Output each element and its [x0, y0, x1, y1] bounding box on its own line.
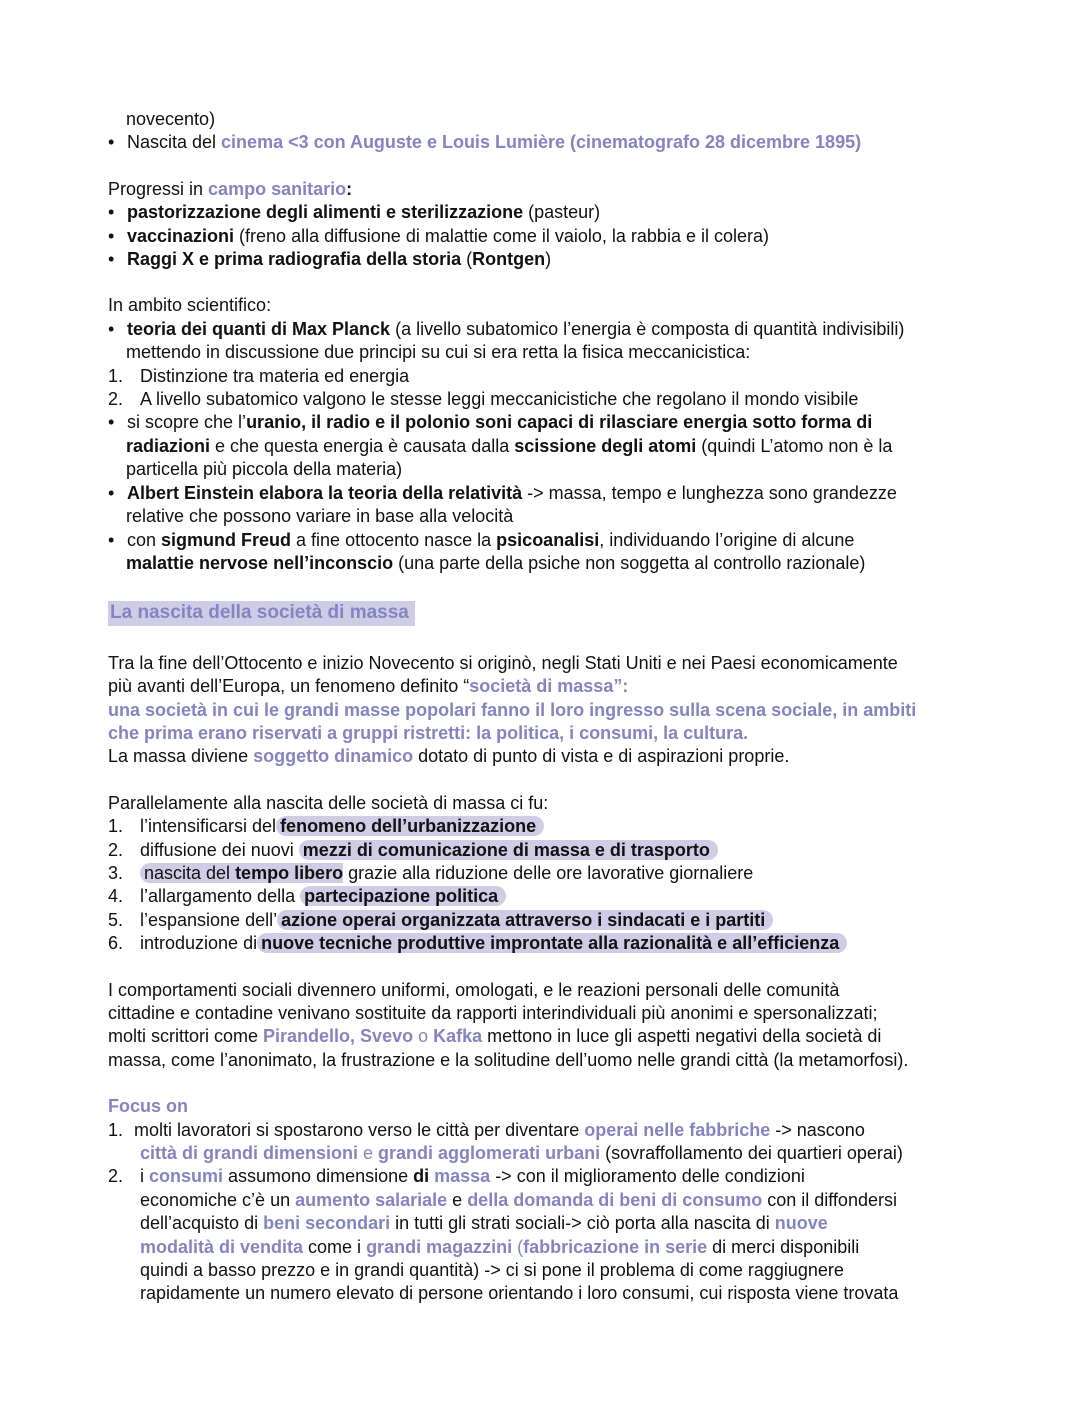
text-line: [108, 294, 972, 317]
text: diffusione dei nuovi: [140, 839, 299, 860]
text: cittadine e contadine venivano sostituite da rapporti interindividuali più anonimi e spersonalizzati;: [108, 1003, 878, 1023]
text: molti scrittori come: [108, 1026, 264, 1047]
text: (una parte della psiche non soggetta al controllo razionale): [393, 552, 866, 573]
numbered-item: [108, 862, 972, 885]
text: vaccinazioni: [127, 225, 235, 246]
bullet-item: [108, 411, 972, 434]
marker-highlight: azione operai organizzata attraverso i sindacati e i partiti: [277, 910, 773, 930]
text-line: [108, 1002, 972, 1025]
marker-highlight: fenomeno dell’urbanizzazione: [276, 816, 544, 836]
list-number: 6.: [108, 933, 124, 954]
highlight-text: soggetto dinamico: [253, 746, 414, 767]
text: (: [461, 249, 473, 270]
text: si scopre che l’: [127, 412, 247, 433]
text: teoria dei quanti di Max Planck: [127, 318, 391, 339]
text: o: [413, 1026, 434, 1047]
text: e: [358, 1143, 379, 1164]
bullet-item: [108, 225, 972, 248]
highlight-text: che prima erano riservati a gruppi ristretti: la politica, i consumi, la cultura.: [108, 722, 749, 743]
text-line: [108, 178, 972, 201]
text: -> con il miglioramento delle condizioni: [490, 1166, 805, 1187]
marker-highlight: partecipazione politica: [300, 886, 506, 906]
marker-highlight: nuove tecniche produttive improntate alla razionalità e all’efficienza: [257, 933, 847, 953]
numbered-item: [108, 388, 972, 411]
text-line: [108, 1049, 972, 1072]
text-line: [108, 745, 972, 768]
text: :: [346, 178, 353, 199]
highlight-text: città di grandi dimensioni: [140, 1143, 359, 1164]
text: -> massa, tempo e lunghezza sono grandezze: [522, 482, 897, 503]
text-line: [108, 792, 972, 815]
text-line: [108, 108, 972, 131]
text-line: [108, 652, 972, 675]
text: assumono dimensione: [223, 1166, 414, 1187]
text: con il diffondersi: [762, 1189, 897, 1210]
text: A livello subatomico valgono le stesse leggi meccanicistiche che regolano il mondo visibile: [140, 389, 859, 410]
text: (sovraffollamento dei quartieri operai): [600, 1143, 903, 1164]
highlight-text: società di massa”:: [469, 676, 629, 697]
highlight-text: consumi: [149, 1166, 224, 1187]
text: scissione degli atomi: [514, 435, 697, 456]
bullet-item: [108, 482, 972, 505]
bullet-icon: •: [108, 318, 115, 339]
text: nascita del: [144, 862, 236, 883]
text-line: [108, 1282, 972, 1305]
text: i: [140, 1166, 149, 1187]
text: malattie nervose nell’inconscio: [126, 552, 394, 573]
text: , individuando l’origine di alcune: [599, 529, 855, 550]
text: (freno alla diffusione di malattie come il vaiolo, la rabbia e il colera): [234, 225, 769, 246]
highlight-text: fabbricazione in serie: [523, 1236, 708, 1257]
numbered-item: [108, 1165, 972, 1188]
text: In ambito scientifico:: [108, 295, 272, 316]
text: radiazioni: [126, 435, 211, 456]
bullet-icon: •: [108, 225, 115, 246]
highlight-text: Kafka: [433, 1026, 483, 1047]
text: dotato di punto di vista e di aspirazioni proprie.: [413, 746, 790, 767]
highlight-text: aumento salariale: [295, 1189, 448, 1210]
bullet-icon: •: [108, 249, 115, 270]
list-number: 3.: [108, 862, 124, 883]
text: Raggi X e prima radiografia della storia: [127, 249, 462, 270]
text: (a livello subatomico l’energia è composta di quantità indivisibili): [390, 318, 905, 339]
text: La massa diviene: [108, 746, 254, 767]
text: pastorizzazione degli alimenti e sterilizzazione: [127, 202, 524, 223]
text: Distinzione tra materia ed energia: [140, 365, 410, 386]
text: sigmund Freud: [161, 529, 292, 550]
bullet-item: [108, 529, 972, 552]
text: l’espansione dell’: [140, 909, 278, 930]
text: (: [512, 1236, 524, 1257]
text: di merci disponibili: [707, 1236, 860, 1257]
text: (pasteur): [523, 202, 601, 223]
text: -> nascono: [770, 1119, 865, 1140]
text: ): [545, 249, 552, 270]
section-title: La nascita della società di massa: [108, 601, 415, 625]
text: economiche c’è un: [140, 1189, 296, 1210]
text-line: [108, 1259, 972, 1282]
text-line: [108, 1189, 972, 1212]
numbered-item: [108, 885, 972, 908]
marker-highlight: tempo libero: [235, 862, 344, 883]
bullet-icon: •: [108, 202, 115, 223]
list-number: 1.: [108, 816, 124, 837]
highlight-text: Pirandello, Svevo: [263, 1026, 414, 1047]
numbered-item: [108, 1119, 972, 1142]
highlight-text: cinema <3 con Auguste e Louis Lumière (cinematografo 28 dicembre 1895): [221, 132, 862, 153]
text: grazie alla riduzione delle ore lavorative giornaliere: [343, 862, 754, 883]
text: Rontgen: [472, 249, 546, 270]
bullet-icon: •: [108, 482, 115, 503]
text: l’intensificarsi del: [140, 816, 277, 837]
highlight-text: grandi agglomerati urbani: [378, 1143, 601, 1164]
text-line: [108, 699, 972, 722]
numbered-item: [108, 365, 972, 388]
text-line: [108, 979, 972, 1002]
text: l’allargamento della: [140, 886, 301, 907]
text: novecento): [126, 109, 216, 129]
list-number: 4.: [108, 886, 124, 907]
text: molti lavoratori si spostarono verso le città per diventare: [134, 1119, 585, 1140]
text-line: [108, 1212, 972, 1235]
numbered-item: [108, 932, 972, 955]
bullet-icon: •: [108, 412, 115, 433]
text: dell’acquisto di: [140, 1213, 264, 1234]
text: Albert Einstein elabora la teoria della relatività: [127, 482, 523, 503]
text: Nascita del: [127, 132, 222, 153]
text: uranio, il radio e il polonio soni capaci di rilasciare energia sotto forma di: [246, 412, 873, 433]
text: rapidamente un numero elevato di persone orientando i loro consumi, cui risposta viene trovata: [140, 1283, 899, 1304]
highlight-text: nuove: [774, 1213, 828, 1234]
text: più avanti dell’Europa, un fenomeno definito “: [108, 676, 470, 697]
highlight-text: beni secondari: [263, 1213, 391, 1234]
list-number: 2.: [108, 389, 124, 410]
highlight-text: campo sanitario: [208, 178, 347, 199]
list-number: 2.: [108, 839, 124, 860]
text-line: [108, 341, 972, 364]
text: massa, come l’anonimato, la frustrazione e la solitudine dell’uomo nelle grandi città (la metamorfosi).: [108, 1049, 909, 1070]
bullet-icon: •: [108, 529, 115, 550]
text: con: [127, 529, 162, 550]
list-number: 1.: [108, 365, 124, 386]
numbered-item: [108, 909, 972, 932]
text-line: [108, 505, 972, 528]
text: Parallelamente alla nascita delle società di massa ci fu:: [108, 792, 549, 813]
text: (quindi L’atomo non è la: [696, 435, 893, 456]
text: mettono in luce gli aspetti negativi della società di: [482, 1026, 882, 1047]
highlight-text: grandi magazzini: [366, 1236, 513, 1257]
marker-highlight: mezzi di comunicazione di massa e di trasporto: [299, 840, 718, 860]
text: a fine ottocento nasce la: [291, 529, 497, 550]
focus-title: [108, 1095, 972, 1118]
section-heading: [108, 601, 972, 625]
highlight-text: una società in cui le grandi masse popolari fanno il loro ingresso sulla scena sociale, in ambiti: [108, 699, 917, 720]
text: come i: [303, 1236, 367, 1257]
text-line: [108, 435, 972, 458]
text: mettendo in discussione due principi su cui si era retta la fisica meccanicistica:: [126, 342, 751, 363]
text: relative che possono variare in base alla velocità: [126, 506, 514, 527]
text: Tra la fine dell’Ottocento e inizio Novecento si originò, negli Stati Uniti e nei Paesi economicamente: [108, 652, 898, 673]
list-number: 1.: [108, 1119, 124, 1140]
text-line: [108, 1025, 972, 1048]
text: psicoanalisi: [496, 529, 600, 550]
highlight-text: massa: [429, 1166, 491, 1187]
text: particella più piccola della materia): [126, 459, 403, 480]
bullet-item: [108, 248, 972, 271]
text-line: [108, 552, 972, 575]
numbered-item: [108, 839, 972, 862]
text: in tutti gli strati sociali-> ciò porta alla nascita di: [390, 1213, 775, 1234]
highlight-text: modalità di vendita: [140, 1236, 304, 1257]
text-line: [108, 1142, 972, 1165]
text: e che questa energia è causata dalla: [210, 435, 515, 456]
text: introduzione di: [140, 933, 258, 954]
text-line: [108, 722, 972, 745]
list-number: 5.: [108, 909, 124, 930]
bullet-item: [108, 131, 972, 154]
numbered-item: [108, 815, 972, 838]
text-line: [108, 675, 972, 698]
bullet-icon: •: [108, 132, 115, 153]
highlight-text: della domanda di beni di consumo: [467, 1189, 763, 1210]
text: e: [447, 1189, 468, 1210]
text-line: [108, 1236, 972, 1259]
text: I comportamenti sociali divennero uniformi, omologati, e le reazioni personali delle comunità: [108, 979, 840, 1000]
bullet-item: [108, 318, 972, 341]
text: quindi a basso prezzo e in grandi quantità) -> ci si pone il problema di come raggiugnere: [140, 1260, 844, 1281]
text: di: [413, 1166, 430, 1187]
highlight-text: operai nelle fabbriche: [584, 1119, 771, 1140]
highlight-text: Focus on: [108, 1096, 188, 1117]
bullet-item: [108, 201, 972, 224]
list-number: 2.: [108, 1166, 124, 1187]
text: Progressi in: [108, 178, 209, 199]
text-line: [108, 458, 972, 481]
